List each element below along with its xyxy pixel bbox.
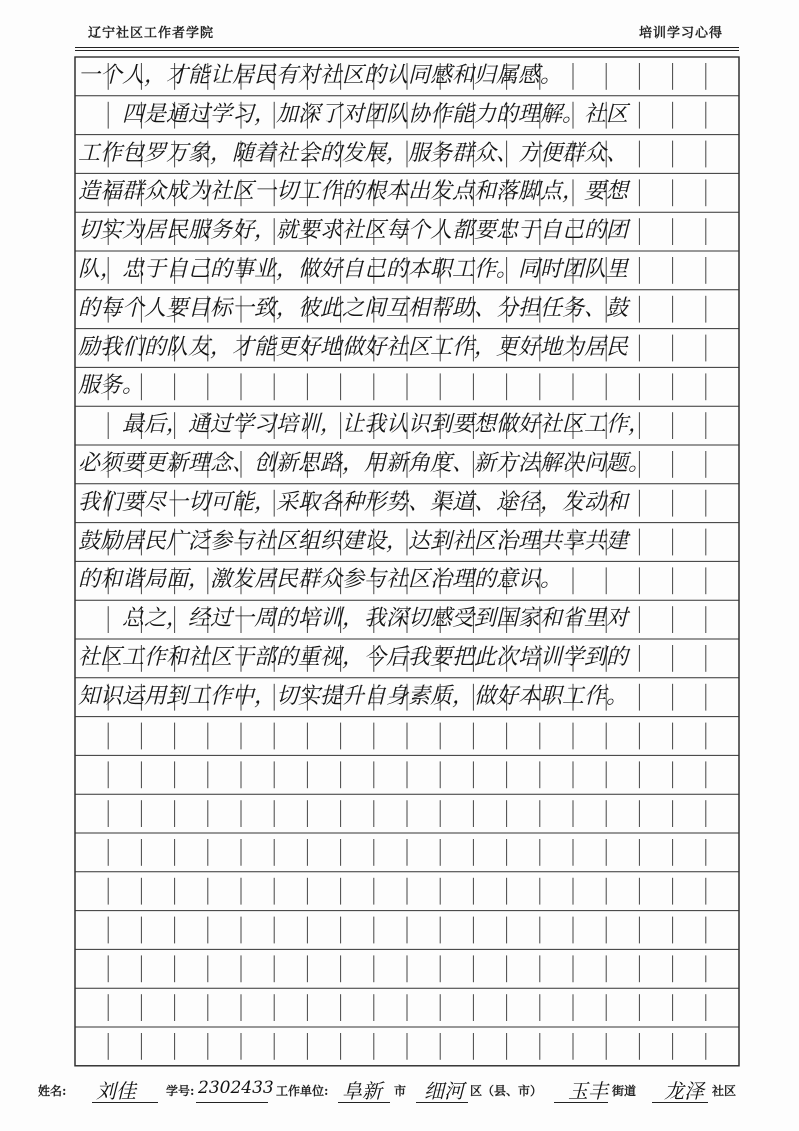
community-label: 社区 [712,1084,737,1098]
essay-line: 我们要尽一切可能，采取各种形势、渠道、途径，发动和 [78,489,629,515]
essay-line: 必须要更新理念、创新思路，用新角度、新方法解决问题。 [78,451,651,476]
student-id-label: 学号: [166,1084,195,1098]
district-underline [416,1102,468,1103]
work-unit-label: 工作单位: [276,1084,329,1098]
essay-line: 造福群众成为社区一切工作的根本出发点和落脚点，要想 [78,179,629,205]
district-value: 细河 [424,1079,464,1103]
essay-line: 的和谐局面，激发居民群众参与社区治理的意识。 [78,567,563,593]
essay-line: 切实为居民服务好，就要求社区每个人都要忠于自己的团 [78,218,629,244]
name-value: 刘佳 [96,1079,136,1103]
essay-line: 最后，通过学习培训，让我认识到要想做好社区工作， [78,412,651,438]
student-id-value: 2302433 [198,1078,274,1098]
city-label: 市 [394,1084,407,1098]
page-type-header: 培训学习心得 [638,26,723,41]
community-value: 龙泽 [664,1079,704,1103]
essay-line: 的每个人要目标一致，彼此之间互相帮助、分担任务、鼓 [78,295,629,321]
institute-header: 辽宁社区工作者学院 [88,26,215,41]
essay-line: 服务。 [78,373,145,399]
street-value: 玉丰 [568,1079,608,1103]
signature-footer [38,1078,778,1112]
essay-line: 一个人，才能让居民有对社区的认同感和归属感。 [78,63,563,88]
essay-line: 队，忠于自己的事业，做好自己的本职工作。同时团队里 [78,257,629,282]
essay-line: 社区工作和社区干部的重视，今后我要把此次培训学到的 [78,645,629,670]
essay-line: 鼓励居民广泛参与社区组织建设，达到社区治理共享共建 [78,528,629,554]
essay-line: 四是通过学习，加深了对团队协作能力的理解。社区 [78,101,629,127]
district-label: 区（县、市） [470,1084,543,1098]
essay-line: 总之，经过一周的培训，我深切感受到国家和省里对 [78,606,629,632]
essay-line: 工作包罗万象，随着社会的发展，服务群众、方便群众、 [78,140,629,166]
street-label: 街道 [612,1084,637,1098]
name-label: 姓名: [38,1084,67,1098]
essay-line: 知识运用到工作中，切实提升自身素质，做好本职工作。 [78,683,629,709]
city-value: 阜新 [342,1079,382,1103]
name-underline [92,1102,158,1103]
essay-line: 励我们的队友，才能更好地做好社区工作，更好地为居民 [78,334,629,360]
city-underline [338,1102,390,1103]
student-id-underline [196,1102,268,1103]
street-underline [554,1102,608,1103]
community-underline [652,1102,708,1103]
